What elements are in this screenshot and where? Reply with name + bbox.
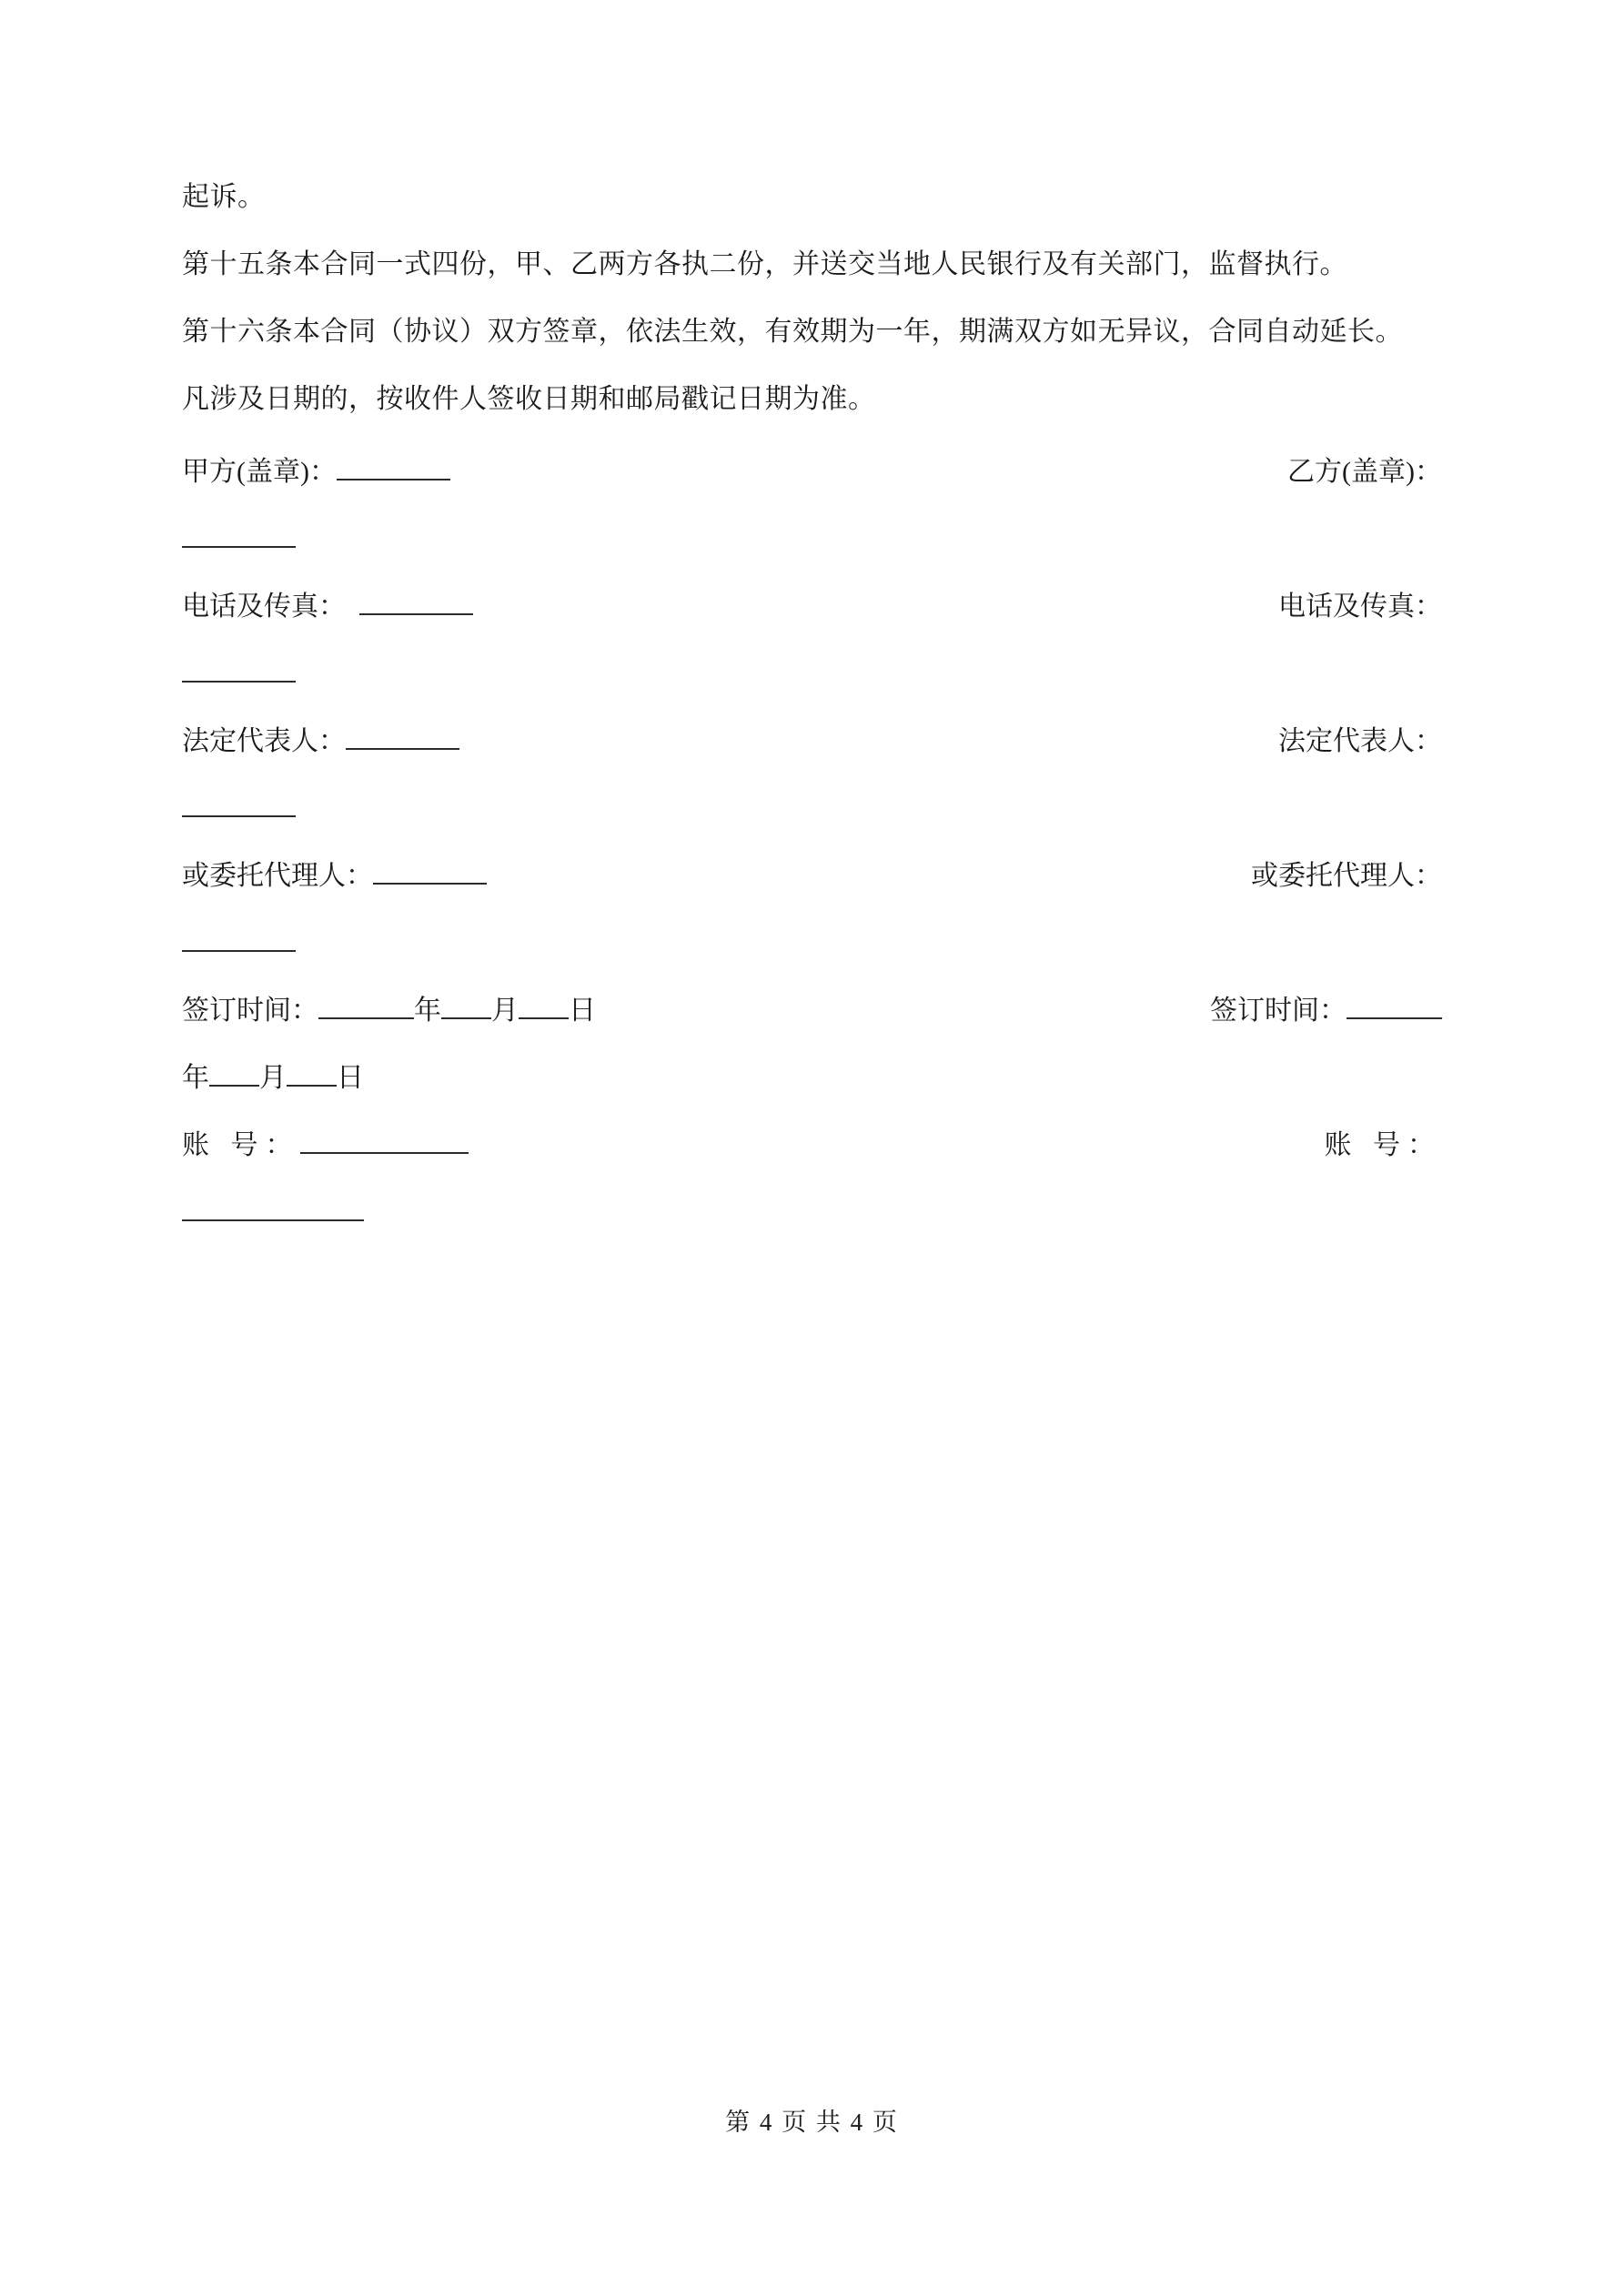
party-a-label: 甲方(盖章)： <box>182 457 337 487</box>
phone-a-label-group <box>182 573 473 641</box>
signature-row-phone <box>182 573 1442 641</box>
legal-rep-b-label: 法定代表人： <box>1278 726 1442 756</box>
sign-time-b-day-unit: 日 <box>337 1063 364 1093</box>
sign-time-b-day-input[interactable] <box>287 1059 337 1087</box>
sign-time-a-day-unit: 日 <box>569 996 596 1026</box>
phone-b-input-line <box>182 641 1442 708</box>
agent-a-input[interactable] <box>373 857 487 885</box>
signature-block <box>182 439 1442 1247</box>
agent-b-input-line <box>182 910 1442 977</box>
legal-rep-a-label-group <box>182 708 459 775</box>
sign-time-a-month-input[interactable] <box>441 992 491 1019</box>
phone-a-input[interactable] <box>359 588 473 615</box>
sign-time-b-continuation <box>182 1045 1442 1112</box>
legal-rep-a-label: 法定代表人： <box>182 726 346 756</box>
signature-row-legal-rep <box>182 708 1442 775</box>
account-a-input[interactable] <box>300 1127 469 1154</box>
signature-row-party <box>182 439 1442 506</box>
phone-a-label: 电话及传真： <box>182 592 346 622</box>
agent-b-input[interactable] <box>182 925 296 952</box>
paragraph-3: 第十六条本合同（协议）双方签章，依法生效，有效期为一年，期满双方如无异议，合同自动延长。 <box>182 317 1403 347</box>
party-b-input[interactable] <box>182 521 296 548</box>
account-a-label: 账 号： <box>182 1130 300 1160</box>
sign-time-b-label: 签订时间： <box>1210 996 1347 1026</box>
sign-time-b-month-input[interactable] <box>209 1059 259 1087</box>
party-b-input-line <box>182 506 1442 573</box>
account-b-input[interactable] <box>182 1194 364 1221</box>
sign-time-a-year-input[interactable] <box>318 992 414 1019</box>
legal-rep-a-input[interactable] <box>346 723 459 750</box>
sign-time-a-day-input[interactable] <box>519 992 569 1019</box>
paragraph-2: 第十五条本合同一式四份，甲、乙两方各执二份，并送交当地人民银行及有关部门，监督执行。 <box>182 249 1347 279</box>
sign-time-a-year-unit: 年 <box>414 996 441 1026</box>
sign-time-b-month-unit: 月 <box>259 1063 287 1093</box>
sign-time-a-label: 签订时间： <box>182 996 318 1026</box>
agent-b-label: 或委托代理人： <box>1251 861 1442 891</box>
phone-b-input[interactable] <box>182 655 296 683</box>
document-body <box>182 164 1442 1247</box>
signature-row-agent <box>182 843 1442 910</box>
signature-row-sign-time <box>182 977 1442 1045</box>
party-a-input[interactable] <box>337 453 450 480</box>
party-b-label: 乙方(盖章)： <box>1287 457 1442 487</box>
page-footer: 第 4 页 共 4 页 <box>725 2109 899 2136</box>
account-b-label: 账 号： <box>1324 1130 1442 1160</box>
signature-row-account <box>182 1112 1442 1179</box>
paragraph-1: 起诉。 <box>182 182 266 212</box>
sign-time-b-year-input[interactable] <box>1347 992 1442 1019</box>
agent-a-label: 或委托代理人： <box>182 861 373 891</box>
sign-time-a-month-unit: 月 <box>491 996 519 1026</box>
paragraph-4: 凡涉及日期的，按收件人签收日期和邮局戳记日期为准。 <box>182 384 876 414</box>
phone-b-label: 电话及传真： <box>1278 592 1442 622</box>
sign-time-b-group <box>1210 977 1442 1045</box>
legal-rep-b-input-line <box>182 775 1442 843</box>
legal-rep-b-input[interactable] <box>182 790 296 817</box>
account-a-group <box>182 1112 469 1179</box>
account-b-input-line <box>182 1179 1442 1247</box>
party-a-label-group <box>182 439 450 506</box>
sign-time-a-group <box>182 977 596 1045</box>
agent-a-label-group <box>182 843 487 910</box>
sign-time-b-year-unit: 年 <box>182 1063 209 1093</box>
